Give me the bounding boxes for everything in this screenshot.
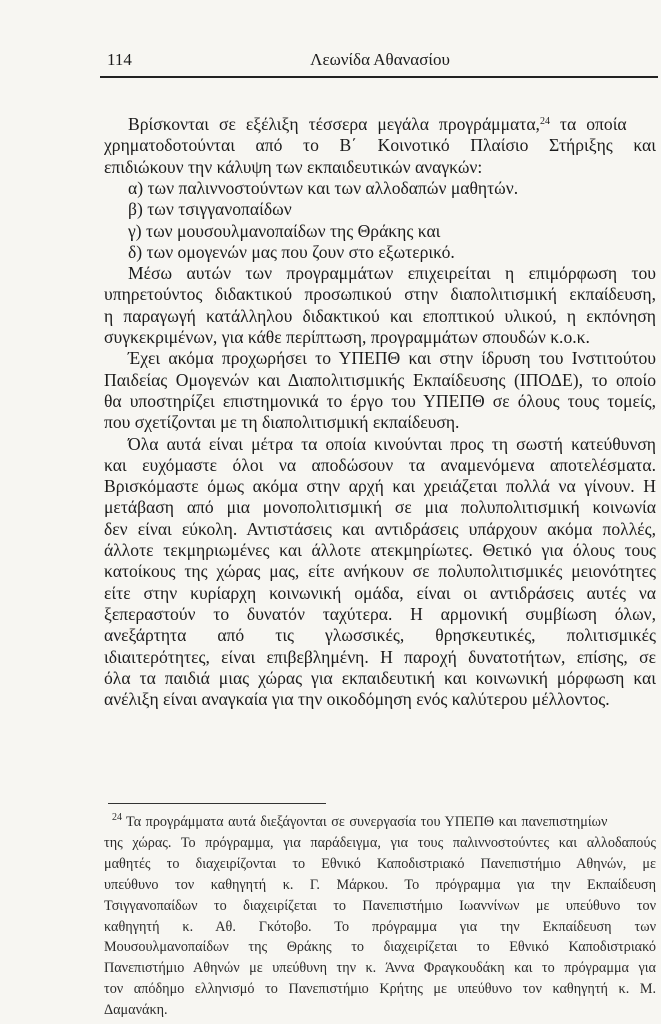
text-line: που σχετίζονται με τη διαπολιτισμική εκπαίδευση. (104, 412, 460, 433)
text-span: τα οποία (549, 114, 627, 134)
text-line: χρηματοδοτούνται από το Β΄ Κοινοτικό Πλαίσιο Στήριξης και (104, 135, 656, 156)
footnote-line: της χώρας. Το πρόγραμμα, για παράδειγμα, για τους παλιννοστούντες και αλλοδαπούς (104, 834, 656, 851)
text-line: δεν είναι εύκολη. Αντιστάσεις και αντιδράσεις υπάρχουν ακόμα πολλές, (104, 518, 656, 539)
header-rule (100, 76, 658, 78)
text-line: β) των τσιγγανοπαίδων (128, 199, 292, 220)
text-line: επιδιώκουν την κάλυψη των εκπαιδευτικών αναγκών: (104, 156, 483, 177)
text-line: είτε στην κυρίαρχη κοινωνική ομάδα, είναι οι αντιδράσεις αυτές να (104, 582, 656, 603)
running-title: Λεωνίδα Αθανασίου (310, 50, 450, 69)
text-line: γ) των μουσουλμανοπαίδων της Θράκης και (128, 220, 441, 241)
text-line: Βρισκόμαστε όμως ακόμα στην αρχή και χρειάζεται πολλά να γίνουν. Η (104, 476, 656, 497)
text-line: και ευχόμαστε όλοι να αποδώσουν τα αναμενόμενα αποτελέσματα. (104, 454, 656, 475)
text-line: Μέσω αυτών των προγραμμάτων επιχειρείται η επιμόρφωση του (128, 263, 656, 284)
text-line: Παιδείας Ομογενών και Διαπολιτισμικής Εκπαίδευσης (ΙΠΟΔΕ), το οποίο (104, 369, 656, 390)
text-line: ανεξάρτητα από τις γλωσσικές, θρησκευτικές, πολιτισμικές (104, 625, 656, 646)
footnote-line: καθηγητή κ. Αθ. Γκότοβο. Το πρόγραμμα για την Εκπαίδευση των (104, 918, 656, 935)
footnote-reference[interactable]: 24 (539, 116, 550, 127)
footnote-marker: 24 (112, 812, 122, 823)
text-line: υπηρετούντος διδακτικού προσωπικού στην διαπολιτισμική εκπαίδευση, (104, 284, 656, 305)
text-line: Έχει ακόμα προχωρήσει το ΥΠΕΠΘ και στην ίδρυση του Ινστιτούτου (128, 348, 656, 369)
text-line: μετάβαση από μια μονοπολιτισμική σε μια πολυπολιτισμική κοινωνία (104, 497, 656, 518)
text-line: ιδιαιτερότητες, είναι επιβεβλημένη. Η παροχή δυνατοτήτων, επίσης, σε (104, 646, 656, 667)
text-line (128, 114, 656, 135)
footnote-rule (108, 803, 326, 804)
text-line: ξεπεραστούν το δυνατόν ταχύτερα. Η αρμονική συμβίωση όλων, (104, 603, 656, 624)
page-number: 114 (107, 50, 132, 69)
footnote-line: τον απόδημο ελληνισμό το Πανεπιστήμιο Κρήτης με υπεύθυνο τον καθηγητή κ. Μ. (104, 981, 656, 998)
text-line: όλα τα παιδιά μιας χώρας για εκπαιδευτική και κοινωνική μόρφωση και (104, 667, 656, 688)
footnote-line (112, 812, 656, 832)
text-line: δ) των ομογενών μας που ζουν στο εξωτερικό. (128, 241, 455, 262)
text-line: συγκεκριμένων, για κάθε περίπτωση, προγραμμάτων σπουδών κ.ο.κ. (104, 327, 590, 347)
footnote-line: Πανεπιστήμιο Αθηνών με υπεύθυνη την κ. Άννα Φραγκουδάκη και το πρόγραμμα για (104, 960, 656, 977)
text-span: Τα προγράμματα αυτά διεξάγονται σε συνεργασία του ΥΠΕΠΘ και πανεπιστημίων (126, 814, 608, 830)
text-span: Βρίσκονται σε εξέλιξη τέσσερα μεγάλα προγράμματα, (128, 114, 540, 134)
footnote-line: Τσιγγανοπαίδων το διαχειρίζεται το Πανεπιστήμιο Ιωαννίνων με υπεύθυνο τον (104, 897, 656, 914)
footnote-line: μαθητές το διαχειρίζονται το Εθνικό Καποδιστριακό Πανεπιστήμιο Αθηνών, με (104, 855, 656, 872)
text-line: κατοίκους της χώρας μας, είτε ανήκουν σε πολυπολιτισμικές μειονότητες (104, 561, 656, 582)
text-line: ανέλιξη είναι αναγκαία για την οικοδόμηση ενός καλύτερου μέλλοντος. (104, 689, 610, 710)
footnote-line: υπεύθυνο τον καθηγητή κ. Γ. Μάρκου. Το πρόγραμμα για την Εκπαίδευση (104, 876, 656, 893)
text-line: η παραγωγή κατάλληλου διδακτικού και εποπτικού υλικού, η εκπόνηση (104, 305, 656, 326)
text-line: άλλοτε τεκμηριωμένες και άλλοτε ατεκμηρίωτες. Θετικό για όλους τους (104, 540, 656, 560)
text-line: Όλα αυτά είναι μέτρα τα οποία κινούνται προς τη σωστή κατεύθυνση (128, 433, 656, 454)
text-line: α) των παλιννοστούντων και των αλλοδαπών μαθητών. (128, 177, 519, 198)
footnote-line: Δαμανάκη. (104, 1002, 168, 1019)
footnote-line: Μουσουλμανοπαίδων της Θράκης το διαχειρίζεται το Εθνικό Καποδιστριακό (104, 939, 656, 956)
text-line: θα υποστηρίζει επιστημονικά το έργο του ΥΠΕΠΘ σε όλους τους τομείς, (104, 390, 656, 411)
